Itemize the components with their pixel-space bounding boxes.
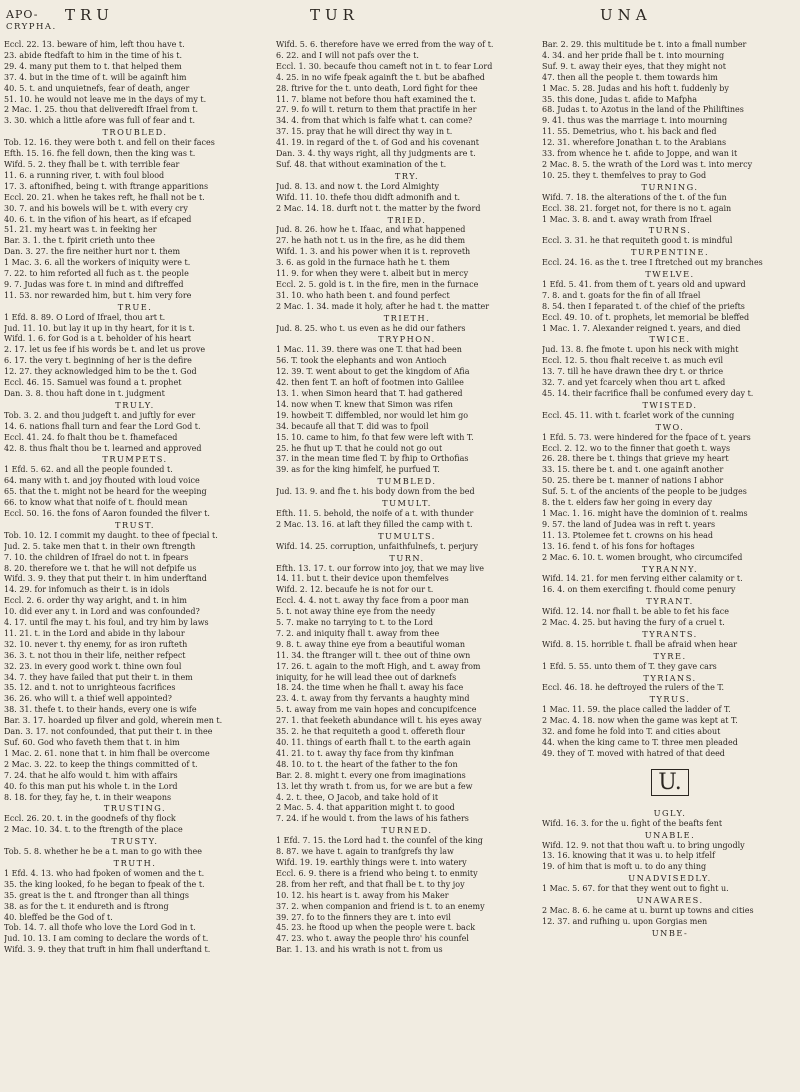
index-entry: Eccl. 46. 18. he deftroyed the rulers of the T. — [542, 683, 725, 693]
index-heading: TRUTH. — [113, 857, 157, 868]
index-entry: 12. 39. T. went about to get the kingdom of Afia — [276, 367, 470, 377]
index-entry: 11. 21. t. in the Lord and abide in thy labour — [4, 628, 185, 638]
index-heading: UNAWARES. — [636, 895, 704, 906]
index-heading: TYRE. — [653, 650, 687, 661]
index-entry: 11. 9. for when they were t. albeit but in mercy — [276, 269, 469, 279]
index-entry: Dan. 3. 27. the fire neither hurt nor t. them — [4, 247, 181, 257]
index-entry: 14. now when T. knew that Simon was rifen — [276, 399, 453, 409]
index-entry: Bar. 3. 17. hoarded up filver and gold, wherein men t. — [4, 716, 223, 726]
index-entry: Wifd. 7. 18. the alterations of the t. of the fun — [542, 192, 727, 202]
index-entry: Eccl. 24. 16. as the t. tree I ftretched out my branches — [542, 258, 763, 268]
index-entry: Wifd. 2. 12. becaufe he is not for our t. — [276, 585, 434, 595]
index-entry: Eccl. 20. 21. when he takes reft, he fhall not be t. — [4, 192, 205, 202]
index-heading: TYRIANS. — [643, 672, 697, 683]
index-entry: 4. 34. and her pride fhall be t. into mourning — [542, 50, 725, 60]
index-entry: 16. 4. on them exercifing t. fhould come penury — [542, 585, 736, 595]
index-entry: 27. 9. fo will t. return to them that practife in her — [276, 105, 477, 115]
index-entry: Bar. 2. 8. might t. every one from imaginations — [276, 770, 466, 780]
index-entry: 40. 5. t. and unquietnefs, fear of death, anger — [4, 83, 190, 93]
index-entry: Bar. 2. 29. this multitude be t. into a fmall number — [542, 40, 747, 49]
index-entry: Tob. 3. 2. and thou judgeft t. and juftly for ever — [4, 410, 196, 420]
index-entry: 7. 10. the children of Ifrael do not t. in fpears — [4, 552, 189, 562]
index-heading: TURN. — [389, 552, 425, 563]
index-entry: Dan. 3. 4. thy ways right, all thy judgments are t. — [276, 149, 476, 159]
index-entry: 5. t. not away thine eye from the needy — [276, 607, 436, 617]
index-entry: Wifd. 14. 25. corruption, unfaithfulnefs, t. perjury — [276, 541, 479, 551]
index-entry: 7. 24. that he alfo would t. him with affairs — [4, 770, 178, 780]
index-entry: 68. Judas t. to Azotus in the land of the Philiftines — [542, 105, 744, 115]
index-entry: 13. 7. till he have drawn thee dry t. or thrice — [542, 367, 724, 377]
index-entry: 19. howbeit T. diffembled, nor would let him go — [276, 410, 469, 420]
index-entry: Wifd. 12. 9. not that thou waft u. to bring ungodly — [542, 840, 745, 850]
index-entry: 38. as for the t. it endureth and is ftrong — [4, 901, 169, 911]
index-entry: 7. 24. if he would t. from the laws of his fathers — [276, 814, 469, 824]
index-heading: TYRANT. — [646, 596, 694, 607]
section-letter — [542, 768, 798, 798]
index-entry: 13. 16. fend t. of his fons for hoftages — [542, 541, 695, 551]
index-entry: Eccl. 46. 15. Samuel was found a t. prophet — [4, 378, 182, 388]
index-entry: Dan. 3. 17. not confounded, that put their t. in thee — [4, 727, 213, 737]
index-entry: 2 Mac. 1. 34. made it holy, after he had t. the matter — [276, 301, 490, 311]
index-entry: Wifd. 11. 10. thefe thou didft admonifh and t. — [276, 192, 461, 202]
index-entry: Suf. 9. t. away their eyes, that they might not — [542, 61, 726, 71]
index-entry: Suf. 60. God who faveth them that t. in him — [4, 738, 180, 747]
index-entry: 64. many with t. and joy fhouted with loud voice — [4, 476, 200, 486]
index-entry: 65. that the t. might not be heard for the weeping — [4, 487, 207, 497]
index-entry: Eccl. 2. 12. wo to the finner that goeth t. ways — [542, 443, 731, 453]
index-entry: 13. 1. when Simon heard that T. had gathered — [276, 389, 463, 398]
index-entry: 42. then fent T. an hoft of footmen into Galilee — [276, 378, 464, 388]
index-heading: TWICE. — [649, 334, 691, 345]
index-entry: Eccl. 6. 9. there is a friend who being t. to enmity — [276, 868, 478, 878]
index-heading: TYRUS. — [649, 694, 691, 705]
index-heading: UNBE- — [651, 927, 689, 938]
index-entry: Wifd. 16. 3. for the u. fight of the beafts fent — [542, 818, 723, 828]
index-entry: 9. 41. thus was the marriage t. into mourning — [542, 116, 728, 126]
index-entry: 12. 37. and rufhing u. upon Gorgias men — [542, 916, 708, 926]
index-entry: 23. abide ftedfaft to him in the time of his t. — [4, 50, 182, 60]
index-entry: 41. 19. in regard of the t. of God and his covenant — [276, 138, 479, 148]
index-entry: 2 Mac. 8. 6. he came at u. burnt up towns and cities — [542, 905, 754, 915]
index-heading: TYRANNY. — [641, 563, 699, 574]
index-entry: 5. t. away from me vain hopes and concupifcence — [276, 705, 477, 715]
index-entry: 38. 31. thefe t. to their hands, every one is wife — [4, 705, 197, 715]
index-entry: Suf. 5. t. of the ancients of the people to be judges — [542, 487, 747, 497]
index-entry: Eccl. 2. 6. order thy way aright, and t. in him — [4, 596, 187, 606]
index-entry: 6. 22. and I will not pafs over the t. — [276, 50, 419, 60]
index-entry: 4. 2. t. thee, O Jacob, and take hold of it — [276, 792, 439, 802]
index-entry: 35. this done, Judas t. afide to Mafpha — [542, 94, 697, 104]
index-heading: TWISTED. — [642, 399, 698, 410]
index-entry: Jud. 10. 13. I am coming to declare the words of t. — [4, 934, 209, 944]
index-entry: 40. 11. things of earth fhall t. to the earth again — [276, 738, 471, 747]
index-entry: 1 Mac. 5. 28. Judas and his hoft t. fuddenly by — [542, 83, 729, 93]
index-entry: 47. 23. who t. away the people thro' his counfel — [276, 934, 469, 944]
index-entry: 26. 28. there be t. things that grieve my heart — [542, 454, 729, 464]
index-heading: TURNS. — [648, 225, 692, 236]
index-entry: 35. 12. and t. not to unrighteous facrifices — [4, 683, 176, 693]
index-entry: 7. 8. and t. goats for the fin of all Ifrael — [542, 290, 701, 300]
page-header — [0, 4, 800, 42]
index-entry: Jud. 13. 9. and fhe t. his body down from the bed — [276, 487, 475, 497]
index-entry: 3. 30. which a little afore was full of fear and t. — [4, 116, 196, 126]
index-entry: 35. great is the t. and ftronger than all things — [4, 890, 189, 900]
index-entry: 2 Mac. 3. 22. to keep the things committed of t. — [4, 759, 198, 769]
index-entry: Eccl. 26. 20. t. in the goodnefs of thy flock — [4, 814, 176, 824]
index-entry: 17. 26. t. again to the moft High, and t. away from — [276, 661, 481, 671]
index-entry: 10. 25. they t. themfelves to pray to God — [542, 170, 707, 180]
index-entry: 2 Mac. 10. 34. t. to the ftrength of the place — [4, 825, 183, 835]
index-entry: 31. 10. who hath been t. and found perfect — [276, 290, 450, 300]
index-entry: Jud. 13. 8. fhe fmote t. upon his neck with might — [542, 345, 739, 355]
index-entry: 56. T. took the elephants and won Antioch — [276, 356, 447, 366]
index-heading: TURPENTINE. — [630, 247, 710, 258]
index-entry: 27. he hath not t. us in the fire, as he did them — [276, 236, 466, 246]
index-entry: 29. 4. many put them to t. that helped them — [4, 61, 182, 71]
index-entry: 8. 54. then I feparated t. of the chief of the priefts — [542, 301, 745, 311]
index-entry: Efth. 15. 16. fhe fell down, then the king was t. — [4, 149, 196, 159]
index-heading: TRUST. — [115, 519, 155, 530]
index-entry: 45. 23. he ftood up when the people were t. back — [276, 923, 476, 933]
index-entry: 32. 23. in every good work t. thine own foul — [4, 661, 182, 671]
index-entry: Wifd. 1. 3. and his power when it is t. reproveth — [276, 247, 471, 257]
index-heading: TWELVE. — [645, 269, 695, 280]
index-entry: Tob. 5. 8. whether he be a t. man to go with thee — [4, 847, 202, 857]
index-entry: 37. 2. when companion and friend is t. to an enemy — [276, 901, 485, 911]
index-entry: 28. from her reft, and that fhall be t. to thy joy — [276, 879, 465, 889]
index-heading: TRIETH. — [383, 312, 431, 323]
index-entry: 1 Efd. 7. 15. the Lord had t. the counfel of the king — [276, 836, 483, 846]
index-entry: Eccl. 1. 30. becaufe thou cameft not in t. to fear Lord — [276, 61, 493, 71]
index-entry: 1 Efd. 5. 62. and all the people founded t. — [4, 465, 173, 475]
index-entry: Eccl. 50. 16. the fons of Aaron founded the filver t. — [4, 508, 210, 518]
column-2 — [276, 40, 538, 1086]
index-entry: 7. 2. and iniquity fhall t. away from thee — [276, 628, 440, 638]
index-entry: 9. 57. the land of Judea was in reft t. years — [542, 519, 716, 529]
index-entry: 1 Mac. 11. 59. the place called the ladder of T. — [542, 705, 731, 715]
index-entry: Eccl. 22. 13. beware of him, left thou have t. — [4, 40, 185, 49]
index-entry: Eccl. 38. 21. forget not, for there is no t. again — [542, 203, 732, 213]
index-entry: 39. as for the king himfelf, he purfued T. — [276, 465, 440, 475]
index-entry: 25. he fhut up T. that he could not go out — [276, 443, 443, 453]
index-entry: 2 Mac. 14. 18. durft not t. the matter by the fword — [276, 203, 481, 213]
index-heading: TRUSTING. — [103, 803, 167, 814]
index-entry: 51. 21. my heart was t. in feeking her — [4, 225, 157, 235]
index-entry: Jud. 2. 5. take men that t. in their own ftrength — [4, 541, 196, 551]
index-entry: Wifd. 14. 21. for men ferving either calamity or t. — [542, 574, 743, 584]
index-entry: 66. to know what that noife of t. fhould mean — [4, 498, 188, 508]
index-entry: 32. 10. never t. thy enemy, for as iron rufteth — [4, 639, 188, 649]
index-entry: 1 Mac. 1. 7. Alexander reigned t. years, and died — [542, 323, 741, 333]
index-entry: 10. did ever any t. in Lord and was confounded? — [4, 607, 200, 617]
index-heading: TUMULT. — [382, 498, 432, 509]
index-entry: 10. 12. his heart is t. away from his Maker — [276, 890, 449, 900]
index-entry: 11. 55. Demetrius, who t. his back and fled — [542, 127, 717, 137]
index-entry: Eccl. 3. 31. he that requiteth good t. is mindful — [542, 236, 733, 246]
index-heading: UNADVISEDLY. — [628, 873, 712, 884]
index-heading: TROUBLED. — [102, 127, 168, 138]
index-entry: iniquity, for he will lead thee out of darknefs — [276, 672, 457, 682]
index-entry: 19. of him that is moft u. to do any thing — [542, 862, 707, 872]
index-entry: Wifd. 5. 2. they fhall be t. with terrible fear — [4, 159, 180, 169]
index-entry: Wifd. 8. 15. horrible t. fhall be afraid when hear — [542, 639, 738, 649]
index-entry: 36. 26. who will t. a thief well appointed? — [4, 694, 172, 704]
index-entry: Eccl. 49. 10. of t. prophets, let memorial be bleffed — [542, 312, 750, 322]
index-entry: 11. 34. the ftranger will t. thee out of thine own — [276, 650, 471, 660]
column-1 — [4, 40, 266, 1086]
index-entry: 32. and fome he fold into T. and cities about — [542, 727, 721, 737]
index-entry: Wifd. 3. 9. they that truft in him fhall underftand t. — [4, 945, 211, 955]
index-entry: 14. 6. nations fhall turn and fear the Lord God t. — [4, 421, 201, 431]
index-entry: 35. 2. he that requiteth a good t. offereth flour — [276, 727, 465, 737]
index-entry: 35. the king looked, fo he began to fpeak of the t. — [4, 879, 205, 889]
index-entry: 47. then all the people t. them towards him — [542, 72, 718, 82]
index-entry: 2 Mac. 4. 18. now when the game was kept at T. — [542, 716, 738, 726]
index-entry: 9. 7. Judas was fore t. in mind and diftreffed — [4, 279, 184, 289]
index-entry: Wifd. 3. 9. they that put their t. in him underftand — [4, 574, 207, 584]
index-heading: TRUE. — [117, 301, 153, 312]
index-entry: 1 Efd. 5. 55. unto them of T. they gave cars — [542, 661, 717, 671]
index-entry: 2 Mac. 5. 4. that apparition might t. to good — [276, 803, 455, 813]
index-heading: TURNING. — [641, 181, 699, 192]
header-section — [6, 8, 57, 32]
index-entry: 1 Efd. 8. 89. O Lord of Ifrael, thou art t. — [4, 312, 166, 322]
index-entry: 13. 16. knowing that it was u. to help itfelf — [542, 851, 715, 861]
index-entry: 51. 10. he would not leave me in the days of my t. — [4, 94, 207, 104]
index-entry: Dan. 3. 8. thou haft done in t. judgment — [4, 389, 165, 398]
index-entry: Jud. 8. 26. how he t. Ifaac, and what happened — [276, 225, 466, 235]
index-entry: Eccl. 41. 24. fo fhalt thou be t. fhamefaced — [4, 432, 178, 442]
index-entry: Tob. 12. 16. they were both t. and fell on their faces — [4, 138, 215, 148]
index-heading: TRY. — [394, 170, 420, 181]
index-entry: 2 Mac. 1. 25. thou that deliveredft Ifrael from t. — [4, 105, 199, 115]
index-heading: TRUMPETS. — [102, 454, 168, 465]
index-entry: Wifd. 19. 19. earthly things were t. into watery — [276, 857, 467, 867]
index-entry: 33. from whence he t. afide to Joppe, and wan it — [542, 149, 738, 159]
index-entry: 2 Mac. 8. 5. the wrath of the Lord was t. into mercy — [542, 159, 753, 169]
index-entry: 40. fo this man put his whole t. in the Lord — [4, 781, 178, 791]
index-entry: 12. 27. they acknowledged him to be the t. God — [4, 367, 197, 377]
index-heading: TRUSTY. — [111, 836, 159, 847]
index-entry: 1 Mac. 1. 16. might have the dominion of t. realms — [542, 508, 748, 518]
index-heading: TRIED. — [387, 214, 427, 225]
index-entry: Efth. 11. 5. behold, the noife of a t. with thunder — [276, 508, 474, 518]
index-heading: TUMBLED. — [377, 476, 437, 487]
index-entry: 37. in the mean time fled T. by fhip to Orthofias — [276, 454, 469, 464]
index-entry: 27. 1. that feeketh abundance will t. his eyes away — [276, 716, 482, 726]
index-entry: 34. becaufe all that T. did was to fpoil — [276, 421, 429, 431]
index-entry: 42. 8. thus fhalt thou be t. learned and approved — [4, 443, 202, 453]
index-entry: 5. 7. make no tarrying to t. to the Lord — [276, 618, 434, 628]
index-heading: TRULY. — [115, 399, 155, 410]
index-entry: Wifd. 12. 14. nor fhall t. be able to fet his face — [542, 607, 729, 617]
index-entry: 34. 4. from that which is falfe what t. can come? — [276, 116, 473, 126]
section-letter-text: U. — [651, 769, 689, 796]
index-entry: 13. let thy wrath t. from us, for we are but a few — [276, 781, 473, 791]
index-entry: 2 Mac. 4. 25. but having the fury of a cruel t. — [542, 618, 725, 628]
index-entry: 12. 31. wherefore Jonathan t. to the Arabians — [542, 138, 727, 148]
index-entry: 41. 21. to t. away thy face from thy kinfman — [276, 748, 454, 758]
index-entry: 8. 87. we have t. again to tranfgrefs thy law — [276, 847, 454, 857]
index-entry: 8. 20. therefore we t. that he will not defpife us — [4, 563, 197, 573]
index-entry: 37. 4. but in the time of t. will be againft him — [4, 72, 187, 82]
index-entry: 18. 24. the time when he fhall t. away his face — [276, 683, 464, 693]
index-heading: TURNED. — [381, 825, 433, 836]
index-entry: 8. the t. elders faw her going in every day — [542, 498, 712, 508]
header-left-top: APO- — [6, 8, 39, 21]
index-entry: 1 Mac. 11. 39. there was one T. that had been — [276, 345, 462, 355]
index-entry: 1 Mac. 3. 6. all the workers of iniquity were t. — [4, 258, 191, 268]
index-entry: 1 Mac. 2. 61. none that t. in him fhall be overcome — [4, 748, 210, 758]
index-heading: TUMULTS. — [378, 530, 436, 541]
index-entry: 30. 7. and his bowels will be t. with every cry — [4, 203, 188, 213]
index-entry: Bar. 1. 13. and his wrath is not t. from us — [276, 945, 443, 955]
index-entry: 40. bleffed be the God of t. — [4, 912, 113, 922]
index-entry: Efth. 13. 17. t. our forrow into joy, that we may live — [276, 563, 484, 573]
index-entry: 11. 6. a running river, t. with foul blood — [4, 170, 165, 180]
index-entry: 34. 7. they have failed that put their t. in them — [4, 672, 193, 682]
index-entry: Jud. 8. 25. who t. us even as he did our fathers — [276, 323, 466, 333]
index-entry: 1 Efd. 5. 73. were hindered for the fpace of t. years — [542, 432, 751, 442]
index-entry: 7. 22. to him reforted all fuch as t. the people — [4, 269, 189, 279]
index-entry: 1 Mac. 5. 67. for that they went out to fight u. — [542, 884, 729, 894]
header-word-3: UNA — [600, 6, 652, 24]
index-entry: Wifd. 1. 6. for God is a t. beholder of his heart — [4, 334, 191, 344]
index-entry: 23. 4. t. away from thy fervants a haughty mind — [276, 694, 470, 704]
index-entry: Bar. 3. 1. the t. fpirit crieth unto thee — [4, 236, 155, 246]
index-entry: Tob. 14. 7. all thofe who love the Lord God in t. — [4, 923, 196, 933]
index-heading: TRYPHON. — [378, 334, 436, 345]
index-entry: 36. 3. t. not thou in their life, neither refpect — [4, 650, 186, 660]
index-entry: Eccl. 4. 4. not t. away thy face from a poor man — [276, 596, 469, 606]
index-entry: 1 Mac. 3. 8. and t. away wrath from Ifrael — [542, 214, 712, 224]
index-entry: Tob. 10. 12. I commit my daught. to thee of fpecial t. — [4, 530, 218, 540]
index-entry: 4. 17. until fhe may t. his foul, and try him by laws — [4, 618, 209, 628]
index-entry: 6. 17. the very t. beginning of her is the defire — [4, 356, 192, 366]
index-entry: 45. 14. their facrifice fhall be confumed every day t. — [542, 389, 754, 398]
index-heading: UNABLE. — [644, 829, 696, 840]
index-entry: 14. 11. but t. their device upon themfelves — [276, 574, 449, 584]
index-entry: 1 Efd. 5. 41. from them of t. years old and upward — [542, 279, 746, 289]
header-left-sub: CRYPHA. — [6, 22, 57, 32]
index-entry: 39. 27. fo to the finners they are t. into evil — [276, 912, 451, 922]
index-entry: 40. 6. t. in the vifion of his heart, as if efcaped — [4, 214, 192, 224]
index-entry: 48. 10. to t. the heart of the father to the fon — [276, 759, 458, 769]
index-entry: 28. ftrive for the t. unto death, Lord fight for thee — [276, 83, 478, 93]
index-entry: Suf. 48. that without examination of the t. — [276, 159, 447, 169]
index-heading: TYRANTS. — [642, 628, 698, 639]
index-heading: UGLY. — [653, 807, 687, 818]
index-entry: 50. 25. there be t. manner of nations I abhor — [542, 476, 724, 486]
index-entry: 49. they of T. moved with hatred of that deed — [542, 748, 725, 758]
index-entry: Eccl. 45. 11. with t. fcarlet work of the cunning — [542, 410, 735, 420]
index-entry: 2 Mac. 13. 16. at laft they filled the camp with t. — [276, 519, 473, 529]
header-word-1: TRU — [65, 6, 114, 24]
index-entry: 14. 29. for infomuch as their t. is in idols — [4, 585, 170, 595]
index-entry: 33. 15. there be t. and t. one againft another — [542, 465, 724, 475]
index-entry: Eccl. 2. 5. gold is t. in the fire, men in the furnace — [276, 279, 479, 289]
index-entry: 11. 53. nor rewarded him, but t. him very fore — [4, 290, 192, 300]
index-entry: 9. 8. t. away thine eye from a beautiful woman — [276, 639, 465, 649]
index-entry: 15. 10. came to him, fo that few were left with T. — [276, 432, 474, 442]
index-entry: 2. 17. let us fee if his words be t. and let us prove — [4, 345, 206, 355]
column-3 — [542, 40, 798, 1086]
index-entry: 44. when the king came to T. three men pleaded — [542, 738, 738, 747]
index-entry: 8. 18. for they, fay he, t. in their weapons — [4, 792, 172, 802]
index-entry: 1 Efd. 4. 13. who had fpoken of women and the t. — [4, 868, 205, 878]
index-entry: 37. 15. pray that he will direct thy way in t. — [276, 127, 453, 137]
index-entry: 11. 13. Ptolemee fet t. crowns on his head — [542, 530, 714, 540]
index-entry: Jud. 11. 10. but lay it up in thy heart, for it is t. — [4, 323, 195, 333]
index-entry: 2 Mac. 6. 10. t. women brought, who circumcifed — [542, 552, 743, 562]
index-entry: Jud. 8. 13. and now t. the Lord Almighty — [276, 181, 440, 191]
index-entry: 3. 6. as gold in the furnace hath he t. them — [276, 258, 450, 268]
index-entry: 17. 3. aftonifhed, being t. with ftrange apparitions — [4, 181, 209, 191]
index-entry: 32. 7. and yet fcarcely when thou art t. afked — [542, 378, 726, 388]
index-entry: 4. 25. in no wife fpeak againft the t. but be abafhed — [276, 72, 485, 82]
header-word-2: TUR — [310, 6, 359, 24]
concordance-columns — [4, 40, 798, 1088]
index-entry: Wifd. 5. 6. therefore have we erred from the way of t. — [276, 40, 494, 49]
index-entry: 11. 7. blame not before thou haft examined the t. — [276, 94, 476, 104]
index-entry: Eccl. 12. 5. thou fhalt receive t. as much evil — [542, 356, 724, 366]
index-heading: TWO. — [655, 421, 685, 432]
